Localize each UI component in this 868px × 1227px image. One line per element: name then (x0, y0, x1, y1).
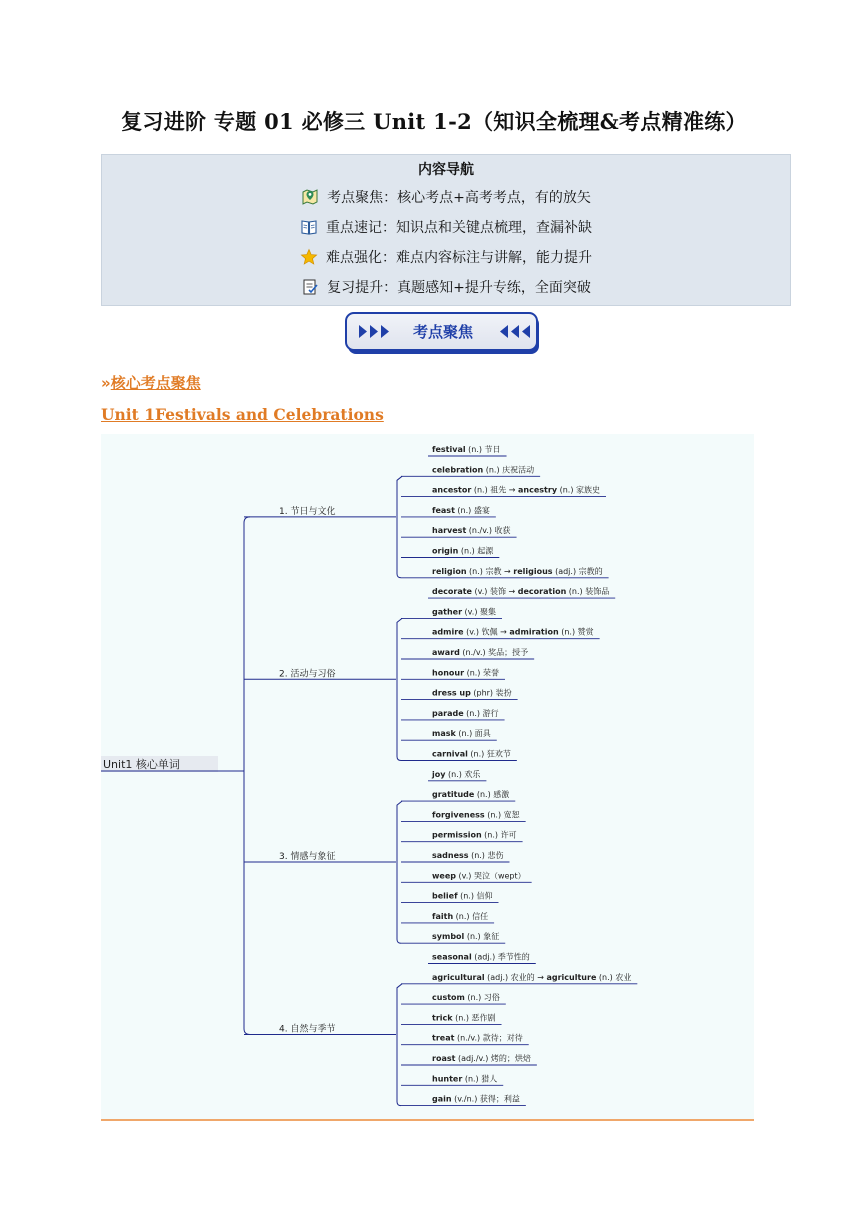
map-pin-icon (301, 188, 319, 206)
mindmap-leaf: origin (n.) 起源 (432, 546, 494, 556)
nav-item-review: 复习提升：真题感知+提升专练，全面突破 (102, 277, 790, 297)
mindmap-leaf: faith (n.) 信任 (432, 911, 489, 921)
mindmap-leaf: symbol (n.) 象征 (432, 932, 500, 942)
mindmap-leaf-bracket (397, 618, 402, 760)
book-icon (300, 218, 318, 236)
mindmap-leaf: gather (v.) 聚集 (432, 607, 496, 617)
double-chevron-icon: » (101, 374, 111, 392)
mindmap-leaf: award (n./v.) 奖品；授予 (432, 648, 529, 657)
mindmap-leaf: gratitude (n.) 感激 (432, 790, 510, 800)
mindmap-leaf: religion (n.) 宗教 → religious (adj.) 宗教的 (432, 566, 603, 576)
mindmap-leaf: parade (n.) 游行 (432, 708, 499, 718)
vocabulary-mindmap (101, 434, 754, 1119)
mindmap-leaf: carnival (n.) 狂欢节 (432, 749, 511, 759)
mindmap-leaf: honour (n.) 荣誉 (432, 668, 499, 678)
mindmap-leaf: agricultural (adj.) 农业的 → agriculture (n.) 农业 (432, 972, 632, 982)
mindmap-leaf: belief (n.) 信仰 (432, 891, 493, 901)
nav-item-memorize: 重点速记：知识点和关键点梳理，查漏补缺 (102, 217, 790, 237)
mindmap-category-3: 3. 情感与象征 (279, 852, 336, 862)
mindmap-leaf: celebration (n.) 庆祝活动 (432, 465, 535, 475)
mindmap-category-4: 4. 自然与季节 (279, 1024, 336, 1035)
mindmap-leaf: ancestor (n.) 祖先 → ancestry (n.) 家族史 (432, 485, 600, 495)
mindmap-leaf: treat (n./v.) 款待；对待 (432, 1033, 523, 1043)
mindmap-leaf-bracket (397, 476, 402, 578)
mindmap-leaf: feast (n.) 盛宴 (432, 505, 490, 515)
mindmap-leaf: harvest (n./v.) 收获 (432, 526, 511, 536)
mindmap-leaf: festival (n.) 节日 (432, 445, 501, 454)
mindmap-category-2: 2. 活动与习俗 (279, 669, 336, 680)
mindmap-leaf: mask (n.) 面具 (432, 729, 491, 739)
nav-item-strengthen: 难点强化：难点内容标注与讲解，能力提升 (102, 247, 790, 267)
mindmap-leaf: hunter (n.) 猎人 (432, 1074, 498, 1084)
mindmap-leaf: gain (v./n.) 获得；利益 (432, 1094, 520, 1104)
page-title: 复习进阶 专题 01 必修三 Unit 1-2（知识全梳理&考点精准练） (121, 109, 747, 134)
unit-heading: Unit 1Festivals and Celebrations (101, 405, 384, 424)
mindmap-leaf: seasonal (adj.) 季节性的 (432, 952, 530, 962)
mindmap-leaf-bracket (397, 801, 402, 943)
mindmap-leaf: permission (n.) 许可 (432, 830, 517, 840)
content-navigation-box (101, 154, 791, 306)
mindmap-leaf: sadness (n.) 悲伤 (432, 851, 504, 860)
bottom-rule (101, 1119, 754, 1121)
checklist-icon (301, 278, 319, 296)
star-icon (300, 248, 318, 266)
mindmap-leaf: weep (v.) 哭泣（wept） (432, 871, 526, 881)
section-heading: »核心考点聚焦 (101, 374, 201, 392)
mindmap-trunk (244, 517, 250, 1035)
focus-banner (345, 312, 541, 355)
mindmap-leaf: joy (n.) 欢乐 (432, 769, 481, 779)
nav-heading: 内容导航 (418, 162, 474, 178)
mindmap-leaf: custom (n.) 习俗 (432, 993, 500, 1003)
mindmap-leaf: forgiveness (n.) 宽恕 (432, 810, 520, 820)
banner-label: 考点聚焦 (412, 323, 474, 341)
nav-item-focus: 考点聚焦：核心考点+高考考点，有的放矢 (102, 187, 790, 207)
mindmap-leaf: dress up (phr) 装扮 (432, 688, 512, 698)
mindmap-category-1: 1. 节日与文化 (279, 506, 336, 517)
mindmap-root: Unit1 核心单词 (103, 758, 180, 771)
mindmap-leaf: roast (adj./v.) 烤的；烘焙 (432, 1054, 531, 1063)
mindmap-leaf: admire (v.) 钦佩 → admiration (n.) 赞赏 (432, 627, 594, 637)
mindmap-leaf: decorate (v.) 装饰 → decoration (n.) 装饰品 (432, 587, 610, 597)
mindmap-leaf: trick (n.) 恶作剧 (432, 1013, 496, 1023)
